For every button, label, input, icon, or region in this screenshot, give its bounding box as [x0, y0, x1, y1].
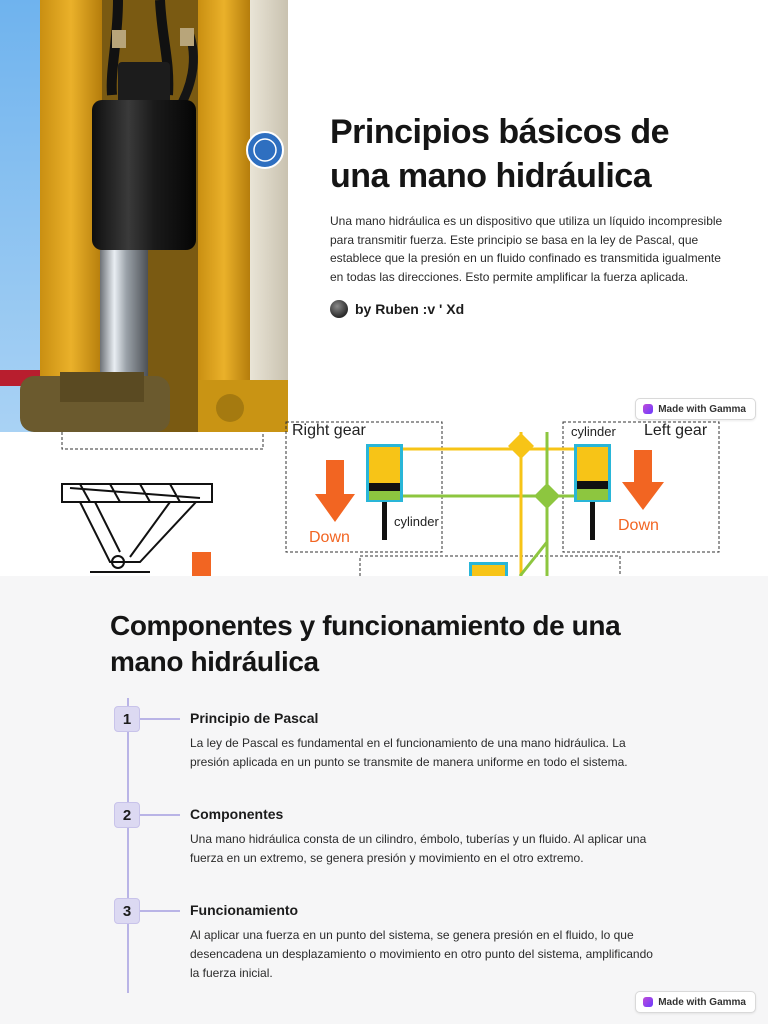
step-title: Principio de Pascal [190, 710, 319, 726]
junction-yellow [508, 433, 534, 459]
hydraulic-cylinder-photo [0, 0, 288, 432]
step-number: 2 [114, 802, 140, 828]
junction-green [534, 483, 560, 509]
bottom-cylinder [469, 562, 508, 576]
crane-drawing-icon [62, 484, 212, 572]
badge-label: Made with Gamma [658, 403, 746, 415]
step-description: La ley de Pascal es fundamental en el funcionamiento de una mano hidráulica. La presión aplicada en un punto se transmite de manera uniforme en todo el sistema. [190, 736, 628, 769]
gamma-logo-icon [643, 404, 653, 414]
author-avatar [330, 300, 348, 318]
author-name: by Ruben :v ' Xd [355, 301, 465, 317]
step-number: 3 [114, 898, 140, 924]
down-arrow-icon-right-gear [315, 460, 355, 522]
timeline-line [127, 698, 129, 993]
step-connector [140, 814, 180, 816]
orange-block [192, 552, 211, 576]
step-title: Componentes [190, 806, 284, 822]
step-number: 1 [114, 706, 140, 732]
author-line [330, 300, 464, 318]
made-with-gamma-badge-2[interactable] [635, 991, 756, 1013]
badge-label: Made with Gamma [658, 996, 746, 1008]
intro-paragraph: Una mano hidráulica es un dispositivo que utiliza un líquido incompresible para transmitir fuerza. Este principio se basa en la ley de Pascal, que establece que la presión en un fluido confinado es transmitida igualmente en todas las direcciones. Esto permite amplificar la fuerza aplicada. [330, 214, 723, 284]
label-cylinder-right-gear: cylinder [394, 514, 439, 529]
components-title: Componentes y funcionamiento de una mano hidráulica [110, 610, 621, 677]
components-slide [0, 576, 768, 1024]
label-left-gear: Left gear [644, 422, 708, 439]
label-down-left-gear: Down [618, 517, 659, 534]
gamma-logo-icon [643, 997, 653, 1007]
label-right-gear: Right gear [292, 422, 366, 439]
label-down-right-gear: Down [309, 529, 350, 546]
left-box-outline [62, 432, 263, 449]
step-description: Al aplicar una fuerza en un punto del sistema, se genera presión en el fluido, lo que desencadena un desplazamiento o movimiento en otro punto del sistema, amplificando la fuerza inicial. [190, 928, 653, 980]
made-with-gamma-badge[interactable] [635, 398, 756, 420]
left-gear-cylinder [574, 444, 611, 540]
step-connector [140, 910, 180, 912]
label-cylinder-left-gear: cylinder [571, 424, 616, 439]
down-arrow-icon-left-gear [622, 450, 664, 510]
hydraulic-diagram [0, 422, 768, 576]
title-slide [0, 0, 768, 432]
step-title: Funcionamiento [190, 902, 299, 918]
step-connector [140, 718, 180, 720]
step-description: Una mano hidráulica consta de un cilindro, émbolo, tuberías y un fluido. Al aplicar una fuerza en un extremo, se genera presión y movimiento en el otro extremo. [190, 832, 647, 865]
slide-title: Principios básicos de una mano hidráulica [330, 113, 670, 195]
